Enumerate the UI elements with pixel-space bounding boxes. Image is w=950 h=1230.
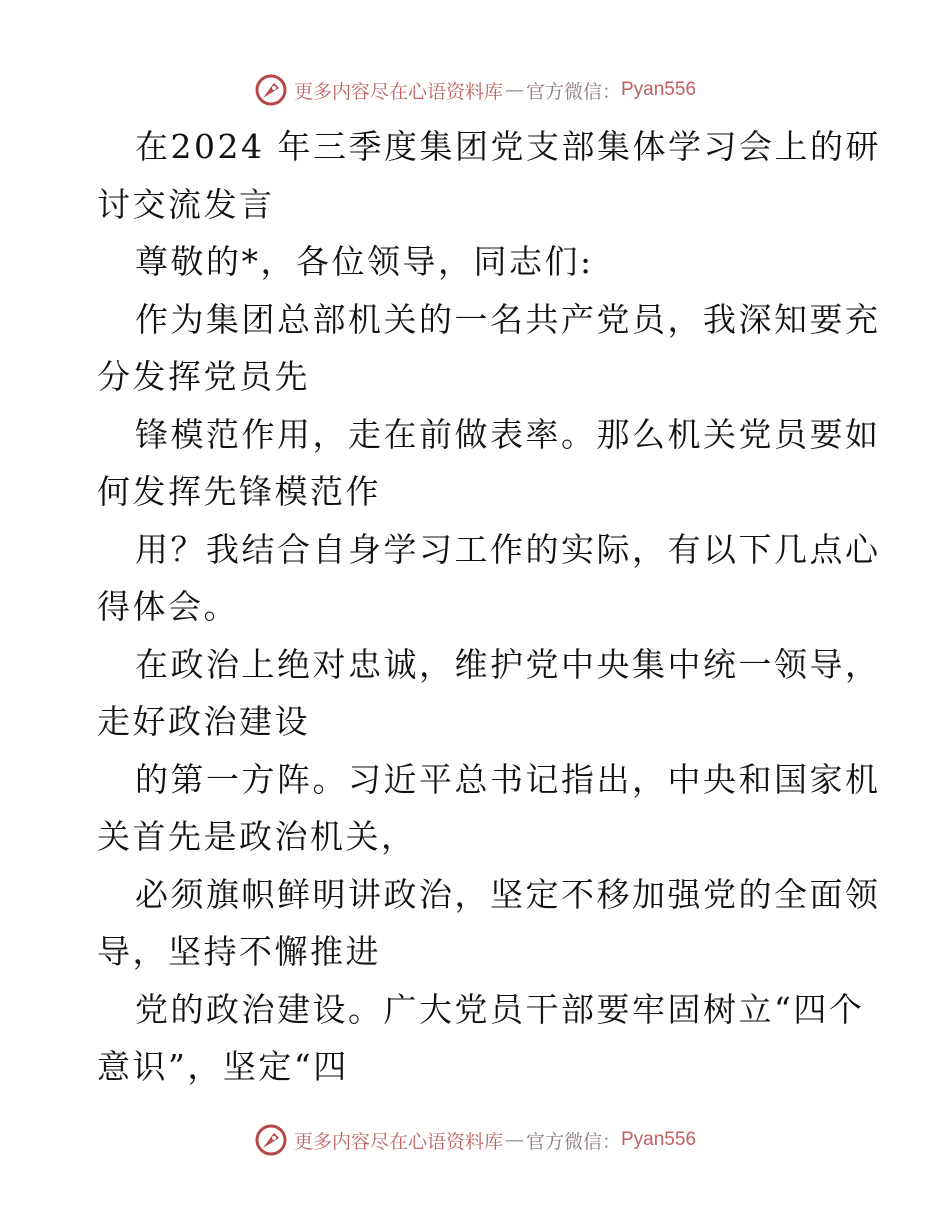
watermark-site-text: 更多内容尽在心语资料库 — [293, 80, 503, 103]
paragraph-4-line-1: 在政治上绝对忠诚，维护党中央集中统一领导， — [135, 644, 881, 684]
paragraph-7-line-1: 党的政治建设。广大党员干部要牢固树立“四个 — [135, 989, 865, 1029]
watermark-separator: — — [504, 1129, 524, 1151]
paragraph-3-line-2: 得体会。 — [97, 587, 239, 626]
document-title — [97, 118, 881, 233]
salutation-text: 尊敬的*，各位领导，同志们: — [135, 242, 594, 281]
title-line-2: 讨交流发言 — [97, 184, 275, 224]
watermark-wechat-id: Pyan556 — [621, 79, 697, 100]
watermark-wechat-label: 官方微信： — [525, 80, 621, 103]
paragraph-2 — [97, 406, 881, 521]
pen-nib-circle-icon — [254, 73, 288, 107]
paragraph-2-line-2: 何发挥先锋模范作 — [97, 472, 381, 511]
paragraph-2-line-1: 锋模范作用，走在前做表率。那么机关党员要如 — [135, 414, 881, 454]
paragraph-1-line-2: 分发挥党员先 — [97, 357, 310, 396]
watermark-wechat-id: Pyan556 — [621, 1129, 697, 1150]
paragraph-6-line-2: 导，坚持不懈推进 — [97, 932, 381, 971]
title-line-1: 在2024 年三季度集团党支部集体学习会上的研 — [135, 127, 881, 166]
paragraph-5-line-1: 的第一方阵。习近平总书记指出，中央和国家机 — [135, 759, 881, 799]
paragraph-3 — [97, 521, 881, 636]
paragraph-1 — [97, 291, 881, 406]
header-watermark — [0, 70, 950, 110]
document-body — [97, 118, 881, 1096]
paragraph-3-line-1: 用？我结合自身学习工作的实际，有以下几点心 — [135, 529, 881, 569]
paragraph-7-line-2: 意识”，坚定“四 — [97, 1047, 349, 1086]
paragraph-6 — [97, 866, 881, 981]
watermark-wechat-label: 官方微信： — [525, 1130, 621, 1153]
footer-watermark — [0, 1120, 950, 1160]
salutation — [97, 233, 857, 291]
paragraph-1-line-1: 作为集团总部机关的一名共产党员，我深知要充 — [135, 299, 881, 339]
paragraph-7 — [97, 981, 865, 1096]
paragraph-5-line-2: 关首先是政治机关， — [97, 817, 417, 856]
paragraph-4 — [97, 636, 881, 751]
watermark-separator: — — [504, 79, 524, 101]
pen-nib-circle-icon — [254, 1123, 288, 1157]
paragraph-6-line-1: 必须旗帜鲜明讲政治，坚定不移加强党的全面领 — [135, 874, 881, 914]
watermark-site-text: 更多内容尽在心语资料库 — [293, 1130, 503, 1153]
paragraph-5 — [97, 751, 881, 866]
paragraph-4-line-2: 走好政治建设 — [97, 702, 310, 741]
